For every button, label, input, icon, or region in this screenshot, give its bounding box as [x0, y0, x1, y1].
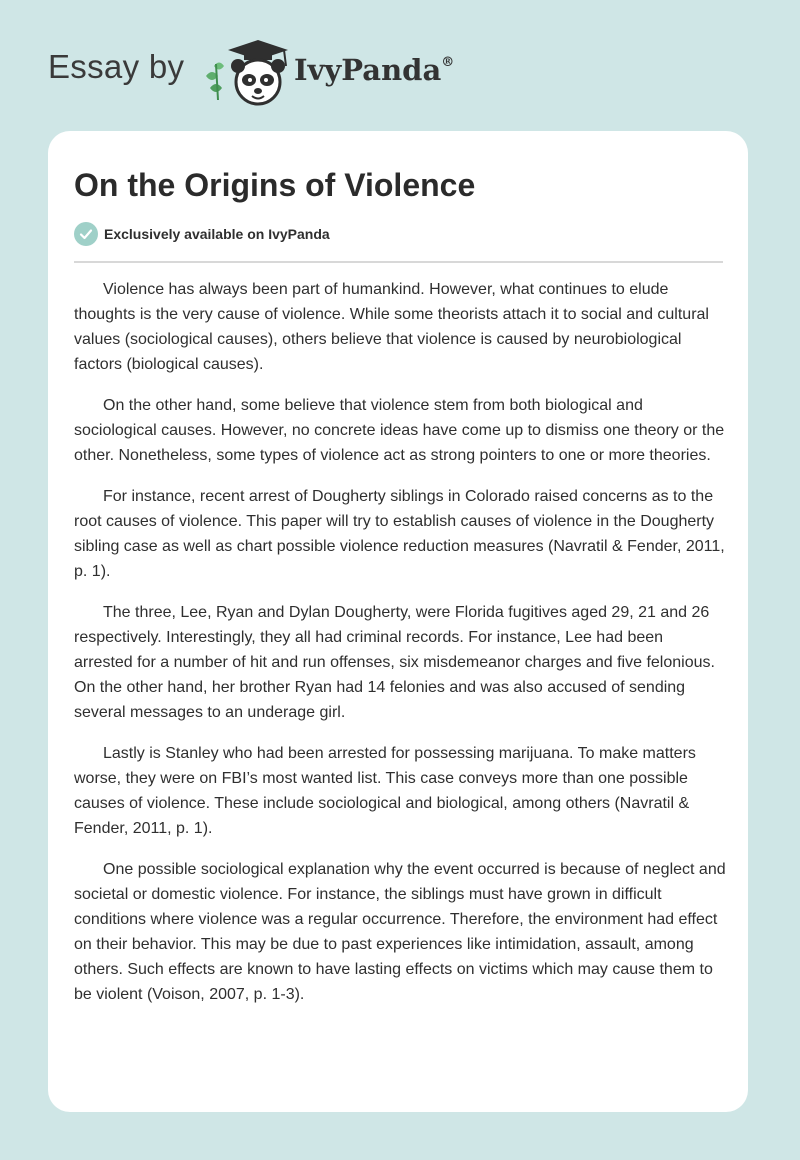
check-circle-icon	[74, 222, 98, 246]
exclusive-badge	[74, 222, 330, 246]
paragraph: Violence has always been part of humankind. However, what continues to elude thoughts is the very cause of violence. While some theorists attach it to social and cultural values (sociological causes), others believe that violence is caused by neurobiological factors (biological causes).	[74, 281, 709, 373]
panda-logo-icon[interactable]	[200, 36, 296, 108]
registered-mark: ®	[441, 55, 455, 70]
site-header	[48, 36, 548, 108]
essay-card	[48, 131, 748, 1112]
divider	[74, 261, 723, 263]
exclusive-label: Exclusively available on IvyPanda	[104, 226, 330, 242]
brand-name[interactable]: IvyPanda®	[294, 53, 455, 87]
paragraph: For instance, recent arrest of Dougherty siblings in Colorado raised concerns as to the root causes of violence. This paper will try to establish causes of violence in the Dougherty sibling case as well as chart possible violence reduction measures (Navratil & Fender, 2011, p. 1).	[74, 488, 725, 580]
paragraph: On the other hand, some believe that violence stem from both biological and sociological causes. However, no concrete ideas have come up to dismiss one theory or the other. Nonetheless, some types of violence act as strong pointers to one or more theories.	[74, 397, 725, 464]
essay-by-label: Essay by	[48, 48, 185, 85]
paragraph: The three, Lee, Ryan and Dylan Dougherty, were Florida fugitives aged 29, 21 and 26 respectively. Interestingly, they all had criminal records. For instance, Lee had been arrested for a number of hit and run offenses, six misdemeanor charges and five felonious. On the other hand, her brother Ryan had 14 felonies and was also accused of sending several messages to an underage girl.	[74, 604, 715, 721]
paragraph: One possible sociological explanation why the event occurred is because of neglect and societal or domestic violence. For instance, the siblings must have grown in difficult conditions where violence was a regular occurrence. Therefore, the environment had effect on their behavior. This may be due to past experiences like intimidation, assault, among others. Such effects are known to have lasting effects on victims which may cause them to be violent (Voison, 2007, p. 1-3).	[74, 861, 726, 1003]
paragraph: Lastly is Stanley who had been arrested for possessing marijuana. To make matters worse, they were on FBI’s most wanted list. This case conveys more than one possible causes of violence. These include sociological and biological, among others (Navratil & Fender, 2011, p. 1).	[74, 745, 696, 837]
essay-body	[74, 277, 726, 1023]
page-title: On the Origins of Violence	[74, 167, 476, 203]
